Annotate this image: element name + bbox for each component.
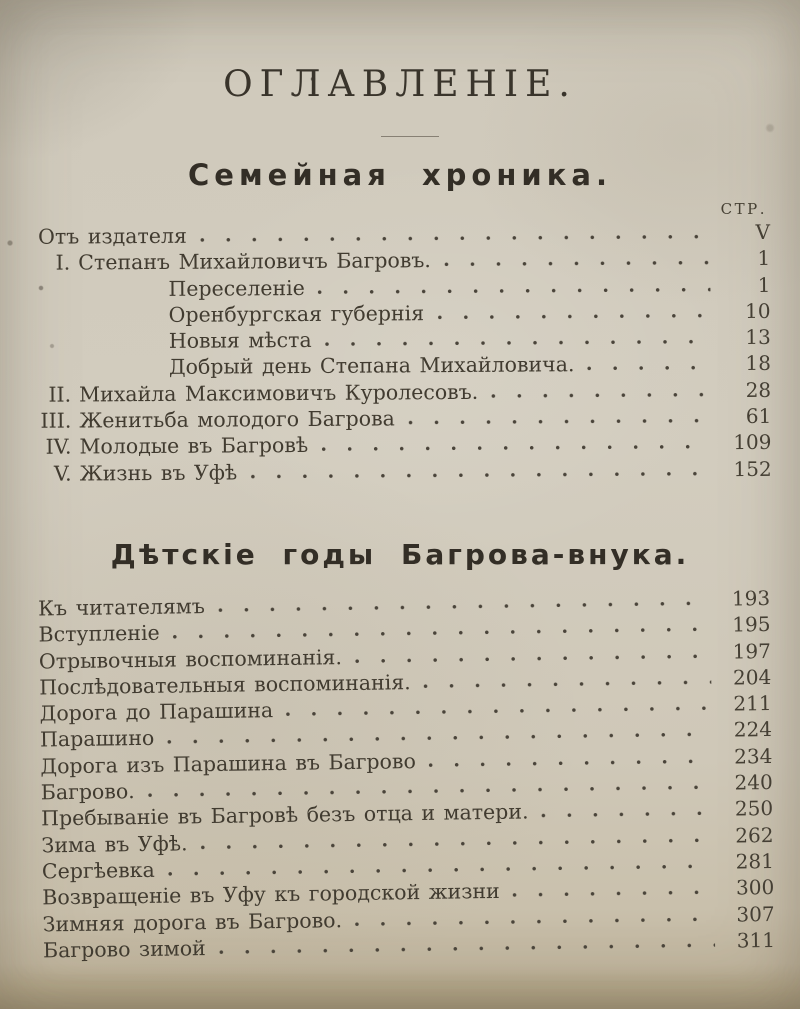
chapter-title: Вступленіе [38, 621, 160, 647]
chapter-title: Дорога изъ Парашина въ Багрово [40, 748, 416, 779]
chapter-title: Дорога до Парашина [39, 698, 274, 726]
dot-leader [173, 627, 711, 640]
page-number: 300 [735, 875, 775, 900]
page-number: 240 [734, 770, 773, 795]
dot-leader [491, 392, 711, 398]
chapter-title: Оренбургская губернія [168, 301, 425, 327]
dot-leader [168, 864, 714, 877]
page-number: 204 [732, 664, 772, 690]
chapter-numeral: V. [53, 461, 72, 486]
chapter-title: Переселеніе [168, 275, 305, 301]
dot-leader [513, 890, 715, 898]
page-column-header: СТР. [720, 200, 767, 218]
dot-leader [286, 706, 712, 717]
page-number: 195 [732, 612, 771, 637]
dot-leader [200, 234, 710, 242]
title-divider-rule [381, 136, 439, 137]
chapter-numeral: IV. [45, 434, 72, 460]
chapter-title: Степанъ Михайловичъ Багровъ. [78, 248, 431, 275]
dot-leader [219, 943, 715, 955]
chapter-title: Парашино [39, 726, 155, 752]
chapter-title: Пребываніе въ Багровѣ безъ отца и матери. [41, 799, 529, 831]
page-number: V [755, 219, 771, 244]
chapter-title: Жизнь въ Уфѣ [79, 460, 238, 486]
dot-leader [321, 445, 711, 453]
page-number: 109 [733, 430, 772, 455]
dot-leader [542, 811, 714, 818]
page-number: 224 [733, 717, 773, 742]
dot-leader [318, 287, 711, 295]
chapter-numeral: III. [40, 408, 72, 433]
page-number: 1 [757, 246, 771, 271]
dot-leader [355, 916, 715, 926]
page-number: 193 [731, 585, 771, 611]
chapter-title: Михайла Максимовичъ Куролесовъ. [79, 379, 479, 407]
page-number: 18 [745, 351, 772, 376]
page-number: 307 [736, 901, 775, 927]
page-number: 262 [735, 822, 774, 848]
page-number: 311 [736, 927, 776, 953]
dot-leader [429, 759, 713, 768]
dot-leader [218, 601, 710, 613]
page-number: 152 [733, 456, 772, 481]
dot-leader [437, 313, 711, 320]
toc-list-childhood-years [0, 585, 800, 965]
page-number: 61 [745, 403, 772, 429]
chapter-title: Багрово зимой [42, 935, 206, 963]
page-number: 10 [745, 298, 771, 323]
chapter-title: Новыя мѣста [168, 328, 312, 354]
page-number: 234 [734, 743, 773, 769]
dot-leader [408, 418, 711, 425]
toc-row [2, 455, 800, 487]
section-heading-family-chronicle: Семейная хроника. [188, 158, 612, 192]
dot-leader [325, 339, 711, 347]
chapter-title: Послѣдовательныя воспоминанія. [39, 670, 411, 700]
page-number: 250 [734, 796, 774, 821]
page-number: 281 [735, 848, 775, 874]
section-heading-childhood-years: Дѣтскіе годы Багрова-внука. [110, 538, 690, 571]
dot-leader [167, 732, 712, 745]
chapter-numeral: I. [55, 250, 71, 275]
dot-leader [201, 837, 714, 849]
page-number: 1 [757, 272, 771, 297]
chapter-title: Зима въ Уфѣ. [41, 831, 188, 858]
chapter-numeral: II. [48, 382, 72, 407]
dot-leader [355, 653, 711, 663]
chapter-title: Къ читателямъ [38, 594, 205, 621]
chapter-title: Возвращеніе въ Уфу къ городской жизни [42, 879, 500, 910]
dot-leader [424, 680, 712, 689]
page-number: 28 [745, 377, 772, 402]
page-number: 197 [732, 638, 772, 664]
page-number: 211 [733, 691, 772, 716]
dot-leader [587, 366, 711, 372]
chapter-title: Добрый день Степана Михайловича. [168, 352, 575, 380]
dot-leader [444, 261, 710, 268]
chapter-title: Отрывочныя воспоминанія. [38, 644, 343, 674]
chapter-title: Сергѣевка [41, 857, 155, 884]
chapter-title: Зимняя дорога въ Багрово. [42, 907, 343, 936]
dot-leader [250, 471, 711, 479]
toc-title: ОГЛАВЛЕНІЕ. [223, 64, 577, 105]
dot-leader [148, 785, 713, 798]
chapter-title: Молодые въ Багровѣ [79, 433, 309, 459]
page-number: 13 [745, 325, 771, 350]
chapter-title: Багрово. [40, 779, 135, 805]
toc-list-family-chronicle [0, 219, 800, 487]
chapter-title: Женитьба молодого Багрова [79, 406, 395, 433]
chapter-title: Отъ издателя [38, 223, 187, 249]
